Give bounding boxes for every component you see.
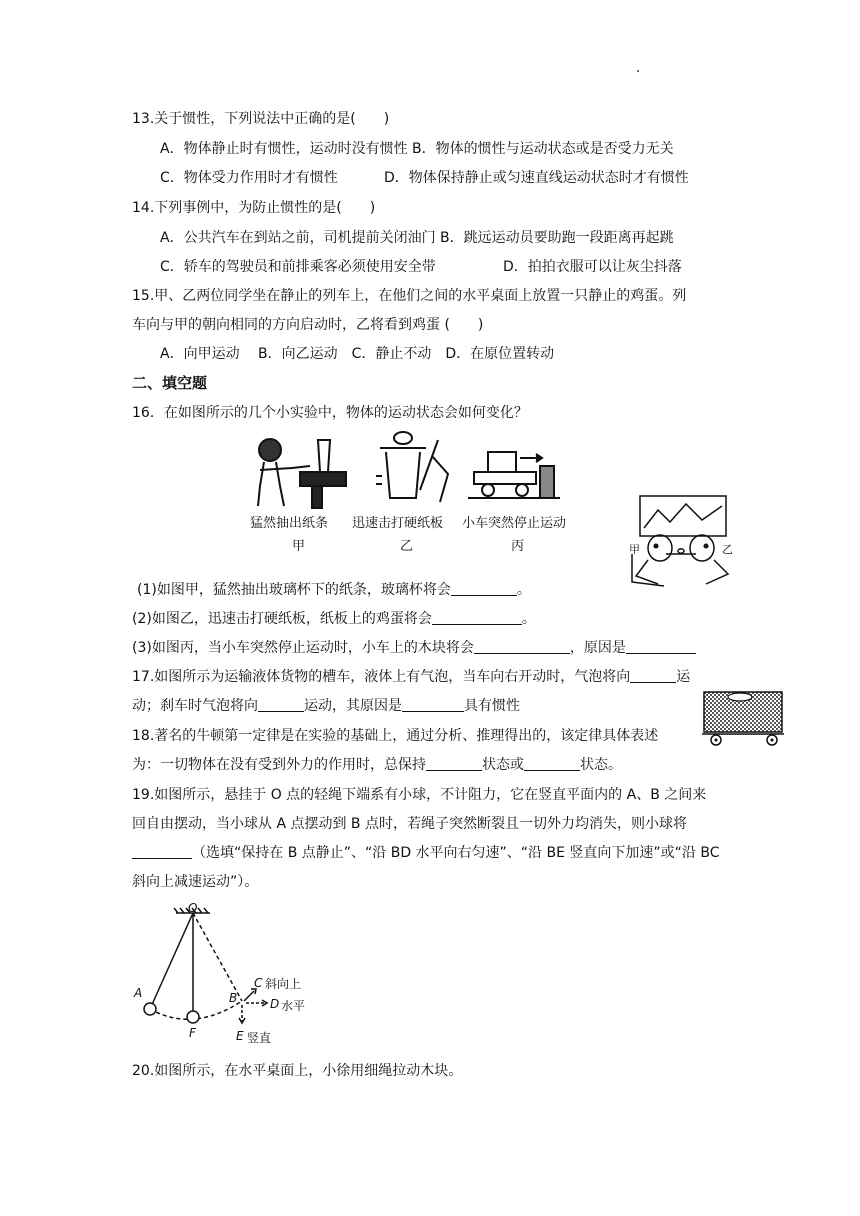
q14-option-c: C．轿车的驾驶员和前排乘客必须使用安全带 — [160, 259, 436, 275]
section-title-fill-blank: 二、填空题 — [132, 374, 208, 392]
figure-jia-person-cup — [258, 439, 346, 508]
q18-line2-end: 状态。 — [580, 757, 622, 773]
q18-blank1[interactable] — [426, 756, 482, 771]
q18-line1: 18.著名的牛顿第一定律是在实验的基础上，通过分析、推理得出的，该定律具体表述 — [132, 728, 659, 744]
q18-line2-text: 为：一切物体在没有受到外力的作用时，总保持 — [132, 757, 426, 773]
q15-stem-line2: 车向与甲的朝向相同的方向启动时，乙将看到鸡蛋 ( ) — [132, 317, 484, 333]
q15-stem-line1: 15.甲、乙两位同学坐在静止的列车上，在他们之间的水平桌面上放置一只静止的鸡蛋。列 — [132, 288, 687, 304]
q17-blank2[interactable] — [258, 697, 304, 712]
q19-label-b: B — [229, 991, 238, 1005]
q16-label-jia: 甲 — [292, 539, 306, 554]
q19-line3-text: （选填“保持在 B 点静止”、“沿 BD 水平向右匀速”、“沿 BE 竖直向下加速”或“沿 BC — [192, 845, 720, 861]
q16-part3-blank1[interactable] — [474, 639, 570, 654]
q19-label-d: D — [270, 997, 280, 1011]
q17-tanker-figure — [702, 690, 784, 746]
q16-part2 — [132, 610, 536, 628]
q19-label-up: 斜向上 — [265, 977, 302, 991]
q17-line2-text: 动；刹车时气泡将向 — [132, 698, 258, 714]
q18-line2 — [132, 756, 622, 774]
q16-part1 — [137, 581, 531, 599]
q16-label-yi: 乙 — [400, 539, 414, 554]
q13-option-ab: A．物体静止时有惯性，运动时没有惯性 B．物体的惯性与运动状态或是否受力无关 — [160, 141, 674, 157]
q17-line2 — [132, 697, 520, 715]
q13-stem: 13.关于惯性，下列说法中正确的是( ) — [132, 111, 390, 127]
q19-blank[interactable] — [132, 844, 192, 859]
q17-line1 — [132, 668, 690, 686]
q16-caption-jia: 猛然抽出纸条 — [250, 516, 329, 531]
q15-figure-label-jia: 甲 — [629, 543, 640, 556]
q13-option-c: C．物体受力作用时才有惯性 — [160, 170, 338, 186]
q20-stem: 20.如图所示，在水平桌面上，小徐用细绳拉动木块。 — [132, 1063, 463, 1079]
q15-train-students-figure — [628, 492, 738, 588]
q19-label-c: C — [254, 976, 263, 990]
q13-option-d: D．物体保持静止或匀速直线运动状态时才有惯性 — [384, 170, 689, 186]
q17-blank3[interactable] — [402, 697, 464, 712]
q16-part3-reason: ，原因是 — [569, 640, 626, 656]
q16-part1-text: (1)如图甲，猛然抽出玻璃杯下的纸条，玻璃杯将会 — [137, 582, 451, 598]
q16-part2-end: 。 — [521, 611, 536, 627]
q16-part3-blank2[interactable] — [626, 639, 696, 654]
figure-bing-cart-block — [468, 452, 560, 498]
q19-label-horiz: 水平 — [281, 999, 306, 1013]
q16-caption-yi: 迅速击打硬纸板 — [352, 516, 444, 531]
q19-label-o: O — [188, 901, 198, 915]
q17-line1-end: 运 — [676, 669, 691, 685]
q17-line2-end: 具有惯性 — [464, 698, 520, 714]
q16-part3 — [132, 639, 696, 657]
q16-label-bing: 丙 — [511, 539, 525, 554]
q16-part2-text: (2)如图乙，迅速击打硬纸板，纸板上的鸡蛋将会 — [132, 611, 432, 627]
q16-part1-end: 。 — [516, 582, 531, 598]
q17-line2-mid: 运动，其原因是 — [304, 698, 402, 714]
q16-caption-bing: 小车突然停止运动 — [462, 516, 567, 531]
figure-yi-egg-card — [376, 432, 448, 502]
q16-experiments-figure — [240, 430, 580, 510]
q19-label-f: F — [189, 1026, 196, 1040]
q16-part2-blank[interactable] — [432, 610, 522, 625]
q16-part3-text: (3)如图丙，当小车突然停止运动时，小车上的木块将会 — [132, 640, 474, 656]
q19-label-vert: 竖直 — [247, 1031, 272, 1045]
q16-part1-blank[interactable] — [451, 581, 517, 596]
page-mark-dot — [637, 70, 639, 72]
q19-line4: 斜向上减速运动”）。 — [132, 874, 259, 890]
q19-label-e: E — [236, 1029, 244, 1043]
q19-line1: 19.如图所示，悬挂于 O 点的轻绳下端系有小球，不计阻力，它在竖直平面内的 A、B 之间来 — [132, 787, 707, 803]
q18-blank2[interactable] — [524, 756, 580, 771]
q18-line2-mid: 状态或 — [482, 757, 524, 773]
q17-blank1[interactable] — [630, 668, 676, 683]
q14-option-ab: A．公共汽车在到站之前，司机提前关闭油门 B．跳远运动员要助跑一段距离再起跳 — [160, 230, 674, 246]
q15-figure-label-yi: 乙 — [722, 543, 733, 556]
q15-options: A．向甲运动 B．向乙运动 C．静止不动 D．在原位置转动 — [160, 346, 555, 362]
q19-label-a: A — [134, 986, 143, 1000]
q14-option-d: D．拍拍衣服可以让灰尘抖落 — [503, 259, 682, 275]
q19-line2: 回自由摆动，当小球从 A 点摆动到 B 点时，若绳子突然断裂且一切外力均消失，则小球将 — [132, 816, 687, 832]
q19-line3 — [132, 844, 720, 862]
q14-stem: 14.下列事例中，为防止惯性的是( ) — [132, 200, 376, 216]
q17-line1-text: 17.如图所示为运输液体货物的槽车，液体上有气泡，当车向右开动时，气泡将向 — [132, 669, 631, 685]
q16-stem: 16．在如图所示的几个小实验中，物体的运动状态会如何变化？ — [132, 405, 528, 421]
